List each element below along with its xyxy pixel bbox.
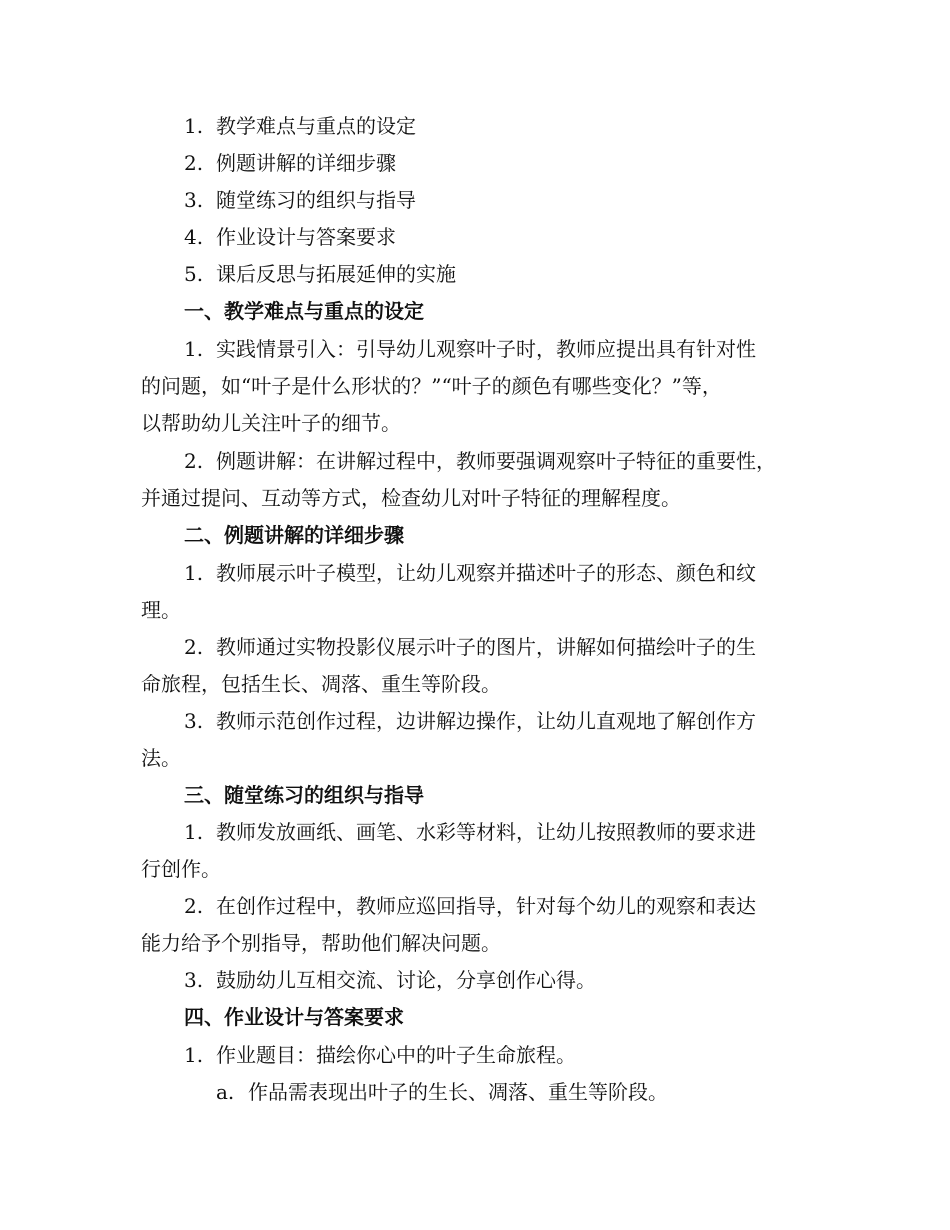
paragraph-line: 命旅程，包括生长、凋落、重生等阶段。 [141,672,501,696]
section-heading: 四、作业设计与答案要求 [184,1005,404,1029]
toc-item: 4. 作业设计与答案要求 [184,225,396,249]
paragraph-line: 能力给予个别指导，帮助他们解决问题。 [141,931,501,955]
paragraph-line: 1. 实践情景引入：引导幼儿观察叶子时，教师应提出具有针对性 [184,337,756,361]
paragraph-line: 理。 [141,598,181,622]
sub-item: a. 作品需表现出叶子的生长、凋落、重生等阶段。 [216,1080,668,1104]
paragraph-line: 2. 在创作过程中，教师应巡回指导，针对每个幼儿的观察和表达 [184,894,756,918]
section-heading: 二、例题讲解的详细步骤 [184,523,404,547]
paragraph-line: 法。 [141,746,181,770]
paragraph-line: 3. 教师示范创作过程，边讲解边操作，让幼儿直观地了解创作方 [184,709,756,733]
paragraph-line: 3. 鼓励幼儿互相交流、讨论，分享创作心得。 [184,968,596,992]
paragraph-line: 1. 教师发放画纸、画笔、水彩等材料，让幼儿按照教师的要求进 [184,820,756,844]
section-heading: 三、随堂练习的组织与指导 [184,783,424,807]
paragraph-line: 行创作。 [141,857,221,881]
section-heading: 一、教学难点与重点的设定 [184,299,424,323]
paragraph-line: 2. 例题讲解：在讲解过程中，教师要强调观察叶子特征的重要性， [184,449,776,473]
paragraph-line: 1. 作业题目：描绘你心中的叶子生命旅程。 [184,1043,576,1067]
paragraph-line: 2. 教师通过实物投影仪展示叶子的图片，讲解如何描绘叶子的生 [184,635,756,659]
toc-item: 2. 例题讲解的详细步骤 [184,151,396,175]
paragraph-line: 1. 教师展示叶子模型，让幼儿观察并描述叶子的形态、颜色和纹 [184,561,756,585]
toc-item: 1. 教学难点与重点的设定 [184,114,416,138]
paragraph-line: 以帮助幼儿关注叶子的细节。 [141,411,401,435]
toc-item: 5. 课后反思与拓展延伸的实施 [184,262,456,286]
paragraph-line: 并通过提问、互动等方式，检查幼儿对叶子特征的理解程度。 [141,486,681,510]
toc-item: 3. 随堂练习的组织与指导 [184,188,416,212]
paragraph-line: 的问题，如“叶子是什么形状的？”“叶子的颜色有哪些变化？”等， [141,374,722,398]
